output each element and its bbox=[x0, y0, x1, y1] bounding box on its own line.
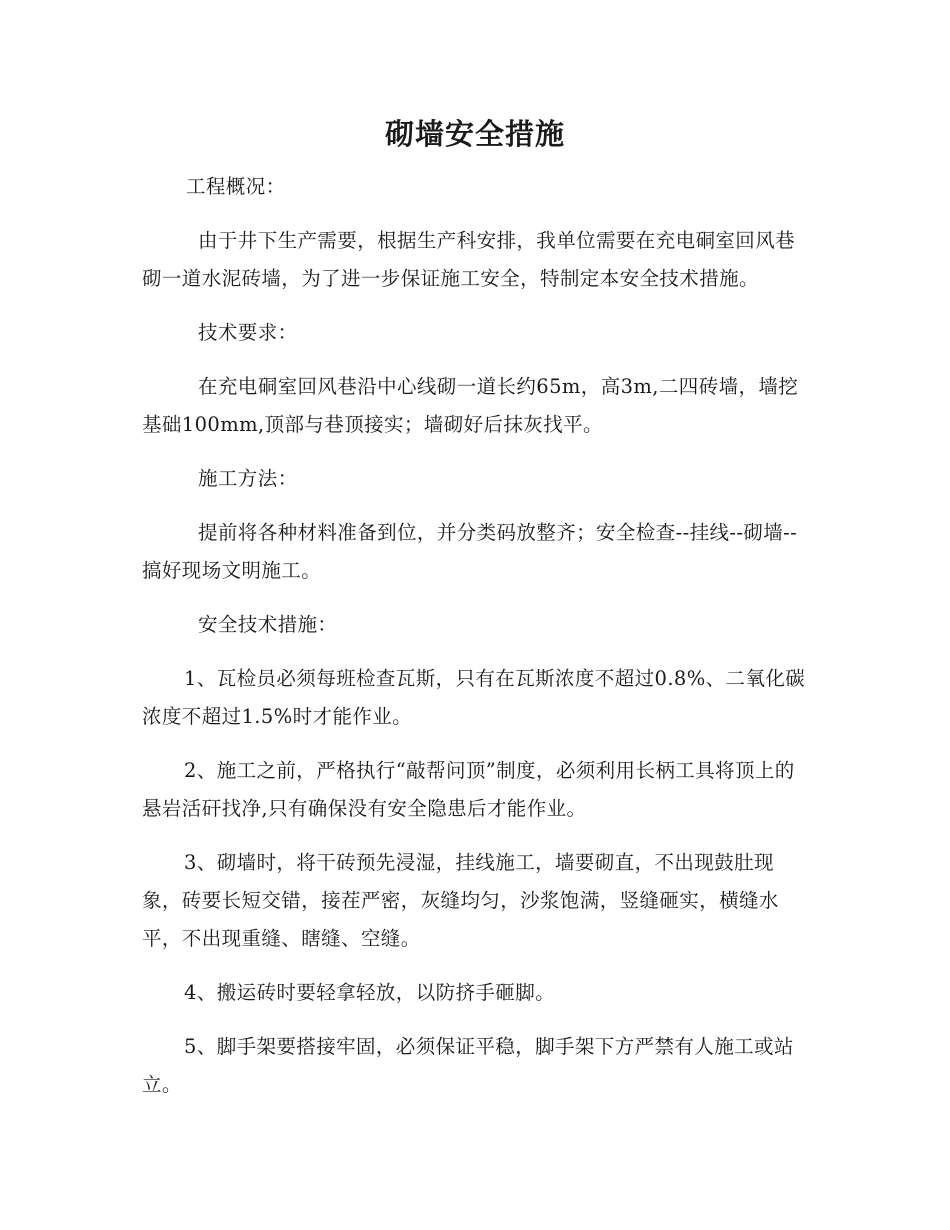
section-heading-tech: 技术要求： bbox=[198, 321, 298, 344]
list-item: 3、砌墙时，将干砖预先浸湿，挂线施工，墙要砌直，不出现鼓肚现象，砖要长短交错，接茬严密，灰缝均匀，沙浆饱满，竖缝砸实，横缝水平，不出现重缝、瞎缝、空缝。 bbox=[142, 851, 779, 950]
list-item: 2、施工之前，严格执行“敲帮问顶”制度，必须利用长柄工具将顶上的悬岩活矸找净,只有确保没有安全隐患后才能作业。 bbox=[142, 759, 795, 820]
section-heading-overview: 工程概况： bbox=[186, 175, 286, 198]
section-heading-method: 施工方法： bbox=[198, 467, 298, 490]
section-heading-safety: 安全技术措施： bbox=[198, 613, 338, 636]
paragraph-method: 提前将各种材料准备到位，并分类码放整齐；安全检查--挂线--砌墙--搞好现场文明施工。 bbox=[142, 521, 798, 582]
page-title: 砌墙安全措施 bbox=[384, 117, 565, 151]
paragraph-overview: 由于井下生产需要，根据生产科安排，我单位需要在充电硐室回风巷砌一道水泥砖墙，为了进一步保证施工安全，特制定本安全技术措施。 bbox=[142, 229, 796, 290]
list-item: 1、瓦检员必须每班检查瓦斯，只有在瓦斯浓度不超过0.8%、二氧化碳浓度不超过1.5%时才能作业。 bbox=[142, 667, 806, 728]
paragraph-tech: 在充电硐室回风巷沿中心线砌一道长约65m，高3m,二四砖墙，墙挖基础100mm,顶部与巷顶接实；墙砌好后抹灰找平。 bbox=[142, 375, 799, 436]
document-body bbox=[142, 168, 810, 1120]
list-item: 4、搬运砖时要轻拿轻放，以防挤手砸脚。 bbox=[184, 981, 556, 1004]
list-item: 5、脚手架要搭接牢固，必须保证平稳，脚手架下方严禁有人施工或站立。 bbox=[142, 1035, 794, 1096]
